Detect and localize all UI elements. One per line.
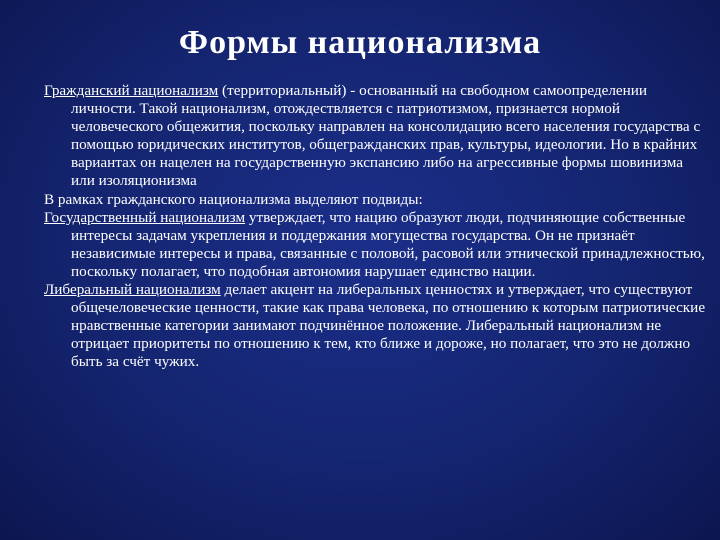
slide-body (44, 82, 710, 372)
paragraph-state-nationalism (44, 209, 710, 281)
paragraph-text: В рамках гражданского национализма выделяют подвиды: (44, 190, 423, 208)
paragraph-text: утверждает, что нацию образуют люди, подчиняющие собственные интересы задачам укрепления и поддержания могущества государства. Он не признаёт независимые интересы и права, связанные с половой, расовой или этнической принадлежностью, поскольку полагает, что подобная автономия нарушает единство нации. (71, 208, 705, 280)
slide-title: Формы национализма (178, 24, 542, 61)
paragraph-liberal-nationalism (44, 281, 710, 371)
paragraph-subtypes-intro (44, 191, 710, 209)
term-state-nationalism: Государственный национализм (44, 208, 246, 226)
paragraph-text: (территориальный) - основанный на свободном самоопределении личности. Такой национализм, отождествляется с патриотизмом, признается нормой человеческого общежития, поскольку направлен на консолидацию всего населения государства с помощью юридических институтов, общегражданских прав, культуры, идеологии. Но в крайних вариантах он нацелен на государственную экспансию либо на агрессивные формы шовинизма или изоляционизма (71, 82, 701, 190)
paragraph-civic-nationalism (44, 82, 710, 191)
term-civic-nationalism: Гражданский национализм (44, 82, 219, 99)
paragraph-text: делает акцент на либеральных ценностях и утверждает, что существуют общечеловеческие ценности, такие как права человека, по отношению к которым патриотические нравственные категории занимают подчинённое положение. Либеральный национализм не отрицает приоритеты по отношению к тем, кто ближе и дороже, но полагает, что это не должно быть за счёт чужих. (71, 281, 706, 371)
term-liberal-nationalism: Либеральный национализм (44, 281, 221, 299)
